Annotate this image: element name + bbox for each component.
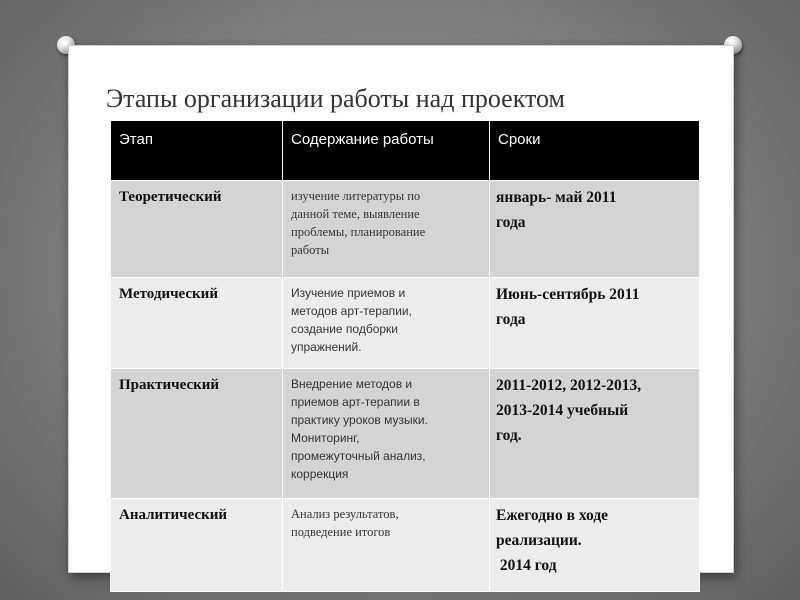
content-line: Мониторинг, (291, 431, 360, 445)
term-line: Июнь-сентябрь 2011 (496, 286, 640, 303)
term-cell (490, 499, 700, 592)
slide-title: Этапы организации работы над проектом (106, 84, 565, 113)
term-line: год. (496, 427, 522, 444)
term-line: реализации. (496, 532, 582, 549)
header-content: Содержание работы (283, 121, 490, 181)
term-line: 2011-2012, 2012-2013, (496, 377, 642, 394)
table-row (111, 181, 700, 278)
content-line: Внедрение методов и (291, 377, 413, 391)
stage-cell: Методический (111, 278, 283, 369)
content-line: данной теме, выявление (291, 207, 420, 221)
term-line: года (496, 214, 526, 231)
content-cell (283, 369, 490, 499)
term-line: январь- май 2011 (496, 189, 617, 206)
content-line: Анализ результатов, (291, 507, 399, 521)
stage-cell: Аналитический (111, 499, 283, 592)
content-line: практику уроков музыки. (291, 413, 428, 427)
term-line: Ежегодно в ходе (496, 507, 609, 524)
stage-cell: Теоретический (111, 181, 283, 278)
content-cell (283, 499, 490, 592)
content-cell (283, 181, 490, 278)
content-line: приемов арт-терапии в (291, 395, 420, 409)
content-line: подведение итогов (291, 525, 391, 539)
content-line: проблемы, планирование (291, 225, 426, 239)
content-line: создание подборки (291, 322, 399, 336)
content-line: методов арт-терапии, (291, 304, 412, 318)
term-cell (490, 278, 700, 369)
term-line: 2013-2014 учебный (496, 402, 629, 419)
table-row (111, 499, 700, 592)
content-line: Изучение приемов и (291, 286, 406, 300)
header-stage: Этап (111, 121, 283, 181)
term-line: года (496, 311, 526, 328)
project-stages-table (110, 120, 700, 592)
table-header-row (111, 121, 700, 181)
content-cell (283, 278, 490, 369)
term-cell (490, 369, 700, 499)
content-line: работы (291, 243, 330, 257)
header-term: Сроки (490, 121, 700, 181)
content-line: коррекция (291, 467, 349, 481)
content-line: промежуточный анализ, (291, 449, 426, 463)
table-row (111, 278, 700, 369)
table-row (111, 369, 700, 499)
content-line: изучение литературы по (291, 189, 421, 203)
term-cell (490, 181, 700, 278)
term-line: 2014 год (496, 557, 557, 574)
stage-cell: Практический (111, 369, 283, 499)
content-line: упражнений. (291, 340, 362, 354)
